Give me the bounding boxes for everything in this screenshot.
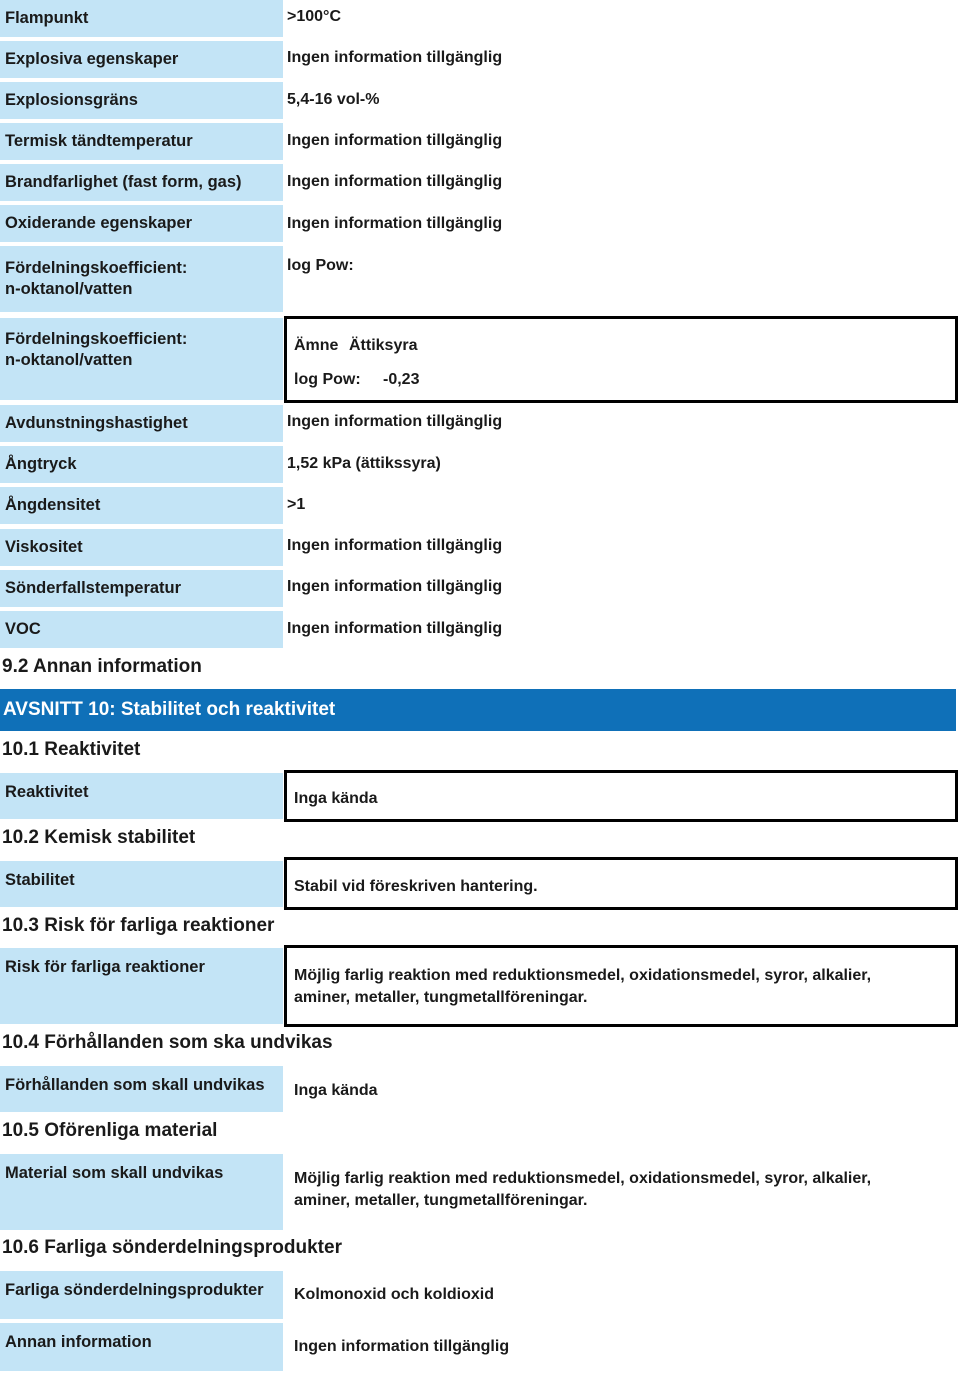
property-value: Ingen information tillgänglig — [287, 578, 503, 595]
field-value: Inga kända — [294, 790, 378, 807]
property-label — [0, 0, 283, 37]
property-value: Ingen information tillgänglig — [287, 413, 503, 430]
field-label — [0, 1271, 283, 1319]
partition-label — [0, 318, 283, 400]
field-value: Kolmonoxid och koldioxid — [294, 1286, 494, 1303]
property-label — [0, 123, 283, 160]
property-label-line: n-oktanol/vatten — [5, 280, 133, 298]
property-label-text: Brandfarlighet (fast form, gas) — [5, 173, 242, 191]
property-label — [0, 164, 283, 201]
property-label-text: Explosionsgräns — [5, 91, 138, 109]
field-label — [0, 1154, 283, 1230]
subsection-heading: 10.6 Farliga sönderdelningsprodukter — [2, 1237, 342, 1258]
field-value-box — [284, 770, 958, 822]
property-label — [0, 611, 283, 648]
subsection-heading: 10.2 Kemisk stabilitet — [2, 827, 196, 848]
field-label — [0, 861, 283, 907]
property-label — [0, 41, 283, 78]
subsection-heading: 9.2 Annan information — [2, 656, 202, 677]
partition-label-line: n-oktanol/vatten — [5, 351, 133, 369]
property-label — [0, 205, 283, 242]
field-label-text: Farliga sönderdelningsprodukter — [5, 1281, 264, 1299]
logpow-label: log Pow: — [294, 371, 361, 388]
section-banner — [0, 689, 956, 731]
property-label-text: Sönderfallstemperatur — [5, 579, 182, 597]
field-label — [0, 773, 283, 819]
property-label — [0, 405, 283, 442]
field-value-line: aminer, metaller, tungmetallföreningar. — [294, 1192, 588, 1209]
field-value-line: Möjlig farlig reaktion med reduktionsmedel, oxidationsmedel, syror, alkalier, — [294, 1170, 872, 1187]
subsection-heading: 10.5 Oförenliga material — [2, 1120, 218, 1141]
property-value: log Pow: — [287, 257, 354, 274]
property-label-text: Termisk tändtemperatur — [5, 132, 193, 150]
substance-value: Ättiksyra — [349, 337, 418, 354]
property-value: >1 — [287, 496, 306, 513]
property-label — [0, 487, 283, 524]
field-value-box — [284, 1150, 958, 1232]
field-label-text: Risk för farliga reaktioner — [5, 958, 205, 976]
property-label-line: Fördelningskoefficient: — [5, 259, 188, 277]
property-label-text: Ångdensitet — [5, 496, 101, 514]
subsection-heading: 10.3 Risk för farliga reaktioner — [2, 915, 275, 936]
field-value: Inga kända — [294, 1082, 378, 1099]
partition-box — [284, 316, 958, 403]
field-value: Ingen information tillgänglig — [294, 1338, 510, 1355]
property-label-text: Oxiderande egenskaper — [5, 214, 193, 232]
field-value-box — [284, 1062, 958, 1116]
property-label — [0, 570, 283, 607]
field-label — [0, 948, 283, 1024]
partition-label-line: Fördelningskoefficient: — [5, 330, 188, 348]
property-label-text: Viskositet — [5, 538, 83, 556]
property-label — [0, 446, 283, 483]
property-value: Ingen information tillgänglig — [287, 215, 503, 232]
property-value: Ingen information tillgänglig — [287, 173, 503, 190]
field-label-text: Annan information — [5, 1333, 152, 1351]
field-label — [0, 1323, 283, 1371]
property-value: Ingen information tillgänglig — [287, 537, 503, 554]
field-value-box — [284, 857, 958, 910]
field-value-box — [284, 945, 958, 1027]
property-label — [0, 529, 283, 566]
field-label — [0, 1066, 283, 1112]
property-value: 1,52 kPa (ättikssyra) — [287, 455, 441, 472]
property-label-text: Ångtryck — [5, 455, 77, 473]
property-label — [0, 246, 283, 312]
property-value: Ingen information tillgänglig — [287, 49, 503, 66]
field-label-text: Reaktivitet — [5, 783, 89, 801]
property-value: Ingen information tillgänglig — [287, 132, 503, 149]
subsection-heading: 10.4 Förhållanden som ska undvikas — [2, 1032, 333, 1053]
field-value — [294, 1168, 871, 1212]
field-label-text: Förhållanden som skall undvikas — [5, 1076, 265, 1094]
subsection-heading: 10.1 Reaktivitet — [2, 739, 141, 760]
field-value-line: Möjlig farlig reaktion med reduktionsmedel, oxidationsmedel, syror, alkalier, — [294, 967, 872, 984]
property-value: Ingen information tillgänglig — [287, 620, 503, 637]
field-value: Stabil vid föreskriven hantering. — [294, 878, 538, 895]
field-label-text: Material som skall undvikas — [5, 1164, 224, 1182]
property-value: >100°C — [287, 8, 341, 25]
property-label — [0, 82, 283, 119]
property-label-text: VOC — [5, 620, 41, 638]
logpow-value: -0,23 — [383, 371, 420, 388]
field-value-line: aminer, metaller, tungmetallföreningar. — [294, 989, 588, 1006]
property-value: 5,4-16 vol-% — [287, 91, 380, 108]
field-value — [294, 965, 871, 1009]
property-label-text: Explosiva egenskaper — [5, 50, 179, 68]
field-label-text: Stabilitet — [5, 871, 75, 889]
property-label-text: Avdunstningshastighet — [5, 414, 188, 432]
substance-label: Ämne — [294, 337, 339, 354]
field-value-box — [284, 1320, 958, 1373]
section-title: AVSNITT 10: Stabilitet och reaktivitet — [3, 699, 336, 720]
property-label-text: Flampunkt — [5, 9, 89, 27]
field-value-box — [284, 1268, 958, 1322]
